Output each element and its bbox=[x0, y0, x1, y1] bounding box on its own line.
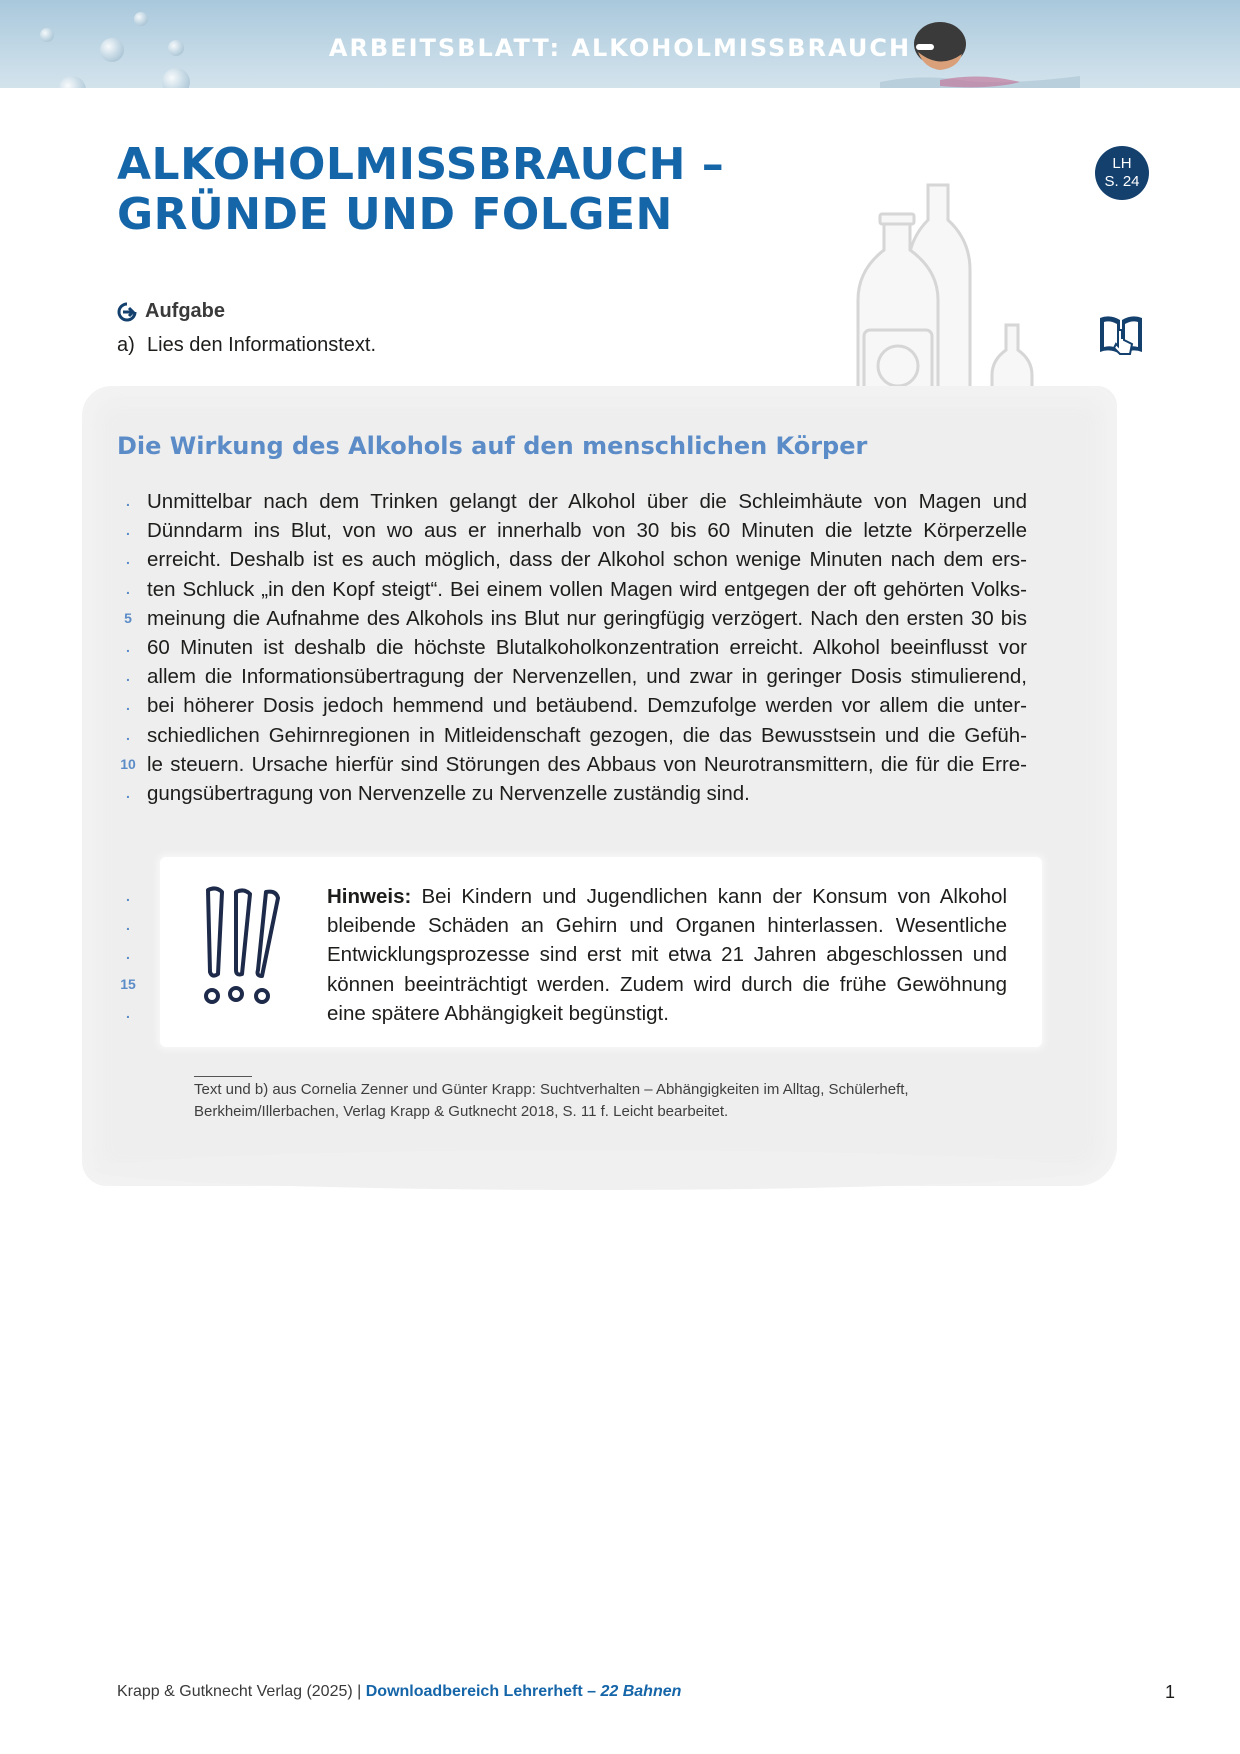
line-number-gutter bbox=[117, 487, 139, 808]
line-marker: . bbox=[126, 697, 130, 714]
text-line: Dünndarm ins Blut, von wo aus er innerhalb von 30 bis 60 Minuten die letzte Körperzelle bbox=[147, 519, 1027, 543]
footer-link-text: Downloadbereich Lehrerheft – bbox=[365, 1683, 601, 1700]
note-label: Hinweis: bbox=[327, 885, 412, 908]
line-marker: . bbox=[126, 493, 130, 509]
bubble-decoration bbox=[58, 76, 86, 88]
task-item-a-label: a) bbox=[117, 334, 135, 356]
task-heading bbox=[117, 300, 225, 323]
line-marker: 5 bbox=[124, 609, 132, 626]
line-marker: . bbox=[126, 726, 130, 743]
section-title: Die Wirkung des Alkohols auf den menschlichen Körper bbox=[117, 432, 868, 460]
task-item-a bbox=[117, 334, 376, 357]
interactive-book-icon[interactable] bbox=[1096, 310, 1146, 360]
footnote bbox=[194, 1079, 954, 1123]
line-marker: . bbox=[126, 580, 130, 597]
footnote-line-1: Text und b) aus Cornelia Zenner und Günter Krapp: Suchtverhalten – Abhängigkeiten im Alltag, Schülerheft, bbox=[194, 1081, 909, 1098]
line-marker: 10 bbox=[120, 755, 136, 772]
text-line: meinung die Aufnahme des Alkohols ins Blut nur geringfügig verzögert. Nach den ersten 30 bis bbox=[147, 606, 1027, 630]
exclamation-marks-icon bbox=[200, 882, 296, 1010]
title-line-1: ALKOHOLMISSBRAUCH – bbox=[117, 139, 725, 190]
arrow-circle-icon bbox=[117, 302, 137, 322]
line-marker: . bbox=[126, 1004, 130, 1021]
text-line: ten Schluck „in den Kopf steigt“. Bei einem vollen Magen wird entgegen der oft gehörten Volks- bbox=[147, 577, 1027, 601]
bubble-decoration bbox=[162, 68, 190, 88]
line-marker: . bbox=[126, 946, 130, 963]
footer-link-italic: 22 Bahnen bbox=[600, 1683, 682, 1700]
line-marker: . bbox=[126, 522, 130, 539]
info-text bbox=[147, 487, 1027, 808]
line-marker: 15 bbox=[120, 975, 136, 992]
page-number: 1 bbox=[1164, 1682, 1175, 1702]
text-line: 60 Minuten ist deshalb die höchste Blutalkoholkonzentration erreicht. Alkohol beeinflusst vor bbox=[147, 636, 1027, 660]
footer-publisher: Krapp & Gutknecht Verlag (2025) | bbox=[117, 1683, 366, 1700]
header-banner bbox=[0, 0, 1240, 88]
title-line-2: GRÜNDE UND FOLGEN bbox=[117, 189, 673, 240]
line-number-gutter bbox=[117, 882, 139, 1028]
task-item-a-text: Lies den Informationstext. bbox=[147, 334, 377, 356]
note-line: können beeinträchtigt werden. Zudem wird durch die frühe Gewöhnung bbox=[327, 972, 1007, 996]
page-title bbox=[117, 140, 724, 240]
text-line: schiedlichen Gehirnregionen in Mitleidenschaft gezogen, die das Bewusstsein und die Gefüh- bbox=[147, 723, 1027, 747]
banner-title: ARBEITSBLATT: ALKOHOLMISSBRAUCH bbox=[328, 34, 912, 62]
note-first-line: Bei Kindern und Jugendlichen kann der Konsum von Alkohol bbox=[411, 885, 1007, 908]
teacher-reference-badge bbox=[1095, 146, 1149, 200]
line-marker: . bbox=[126, 551, 130, 568]
text-line: le steuern. Ursache hierfür sind Störungen des Abbaus von Neurotransmittern, die für die Erre- bbox=[147, 752, 1027, 776]
task-heading-text: Aufgabe bbox=[145, 300, 225, 322]
note-line: eine spätere Abhängigkeit begünstigt. bbox=[327, 1001, 669, 1025]
line-marker: . bbox=[126, 888, 130, 904]
line-marker: . bbox=[126, 638, 130, 655]
paper-edge-decoration bbox=[95, 1150, 1085, 1190]
line-marker: . bbox=[126, 784, 130, 801]
note-line bbox=[327, 882, 1007, 911]
text-line: bei höherer Dosis jedoch hemmend und betäubend. Demzufolge werden vor allem die unter- bbox=[147, 694, 1027, 718]
note-text bbox=[327, 882, 1007, 1028]
text-line: Unmittelbar nach dem Trinken gelangt der Alkohol über die Schleimhäute von Magen und bbox=[147, 490, 1027, 513]
footnote-line-2: Berkheim/Illerbachen, Verlag Krapp & Gutknecht 2018, S. 11 f. Leicht bearbeitet. bbox=[194, 1103, 729, 1120]
badge-line-1: LH bbox=[1112, 155, 1132, 172]
footnote-rule bbox=[194, 1076, 252, 1077]
text-line: erreicht. Deshalb ist es auch möglich, dass der Alkohol schon wenige Minuten nach dem ers- bbox=[147, 548, 1027, 572]
text-line: allem die Informationsübertragung der Nervenzellen, und zwar in geringer Dosis stimulierend, bbox=[147, 665, 1027, 689]
line-marker: . bbox=[126, 917, 130, 934]
note-line: bleibende Schäden an Gehirn und Organen hinterlassen. Wesentliche bbox=[327, 914, 1007, 938]
badge-line-2: S. 24 bbox=[1104, 173, 1140, 190]
text-line: gungsübertragung von Nervenzelle zu Nervenzelle zuständig sind. bbox=[147, 782, 750, 806]
bubble-decoration bbox=[134, 12, 148, 26]
note-line: Entwicklungsprozesse sind erst mit etwa 21 Jahren abgeschlossen und bbox=[327, 943, 1007, 967]
footer-download-link[interactable] bbox=[366, 1683, 682, 1700]
line-marker: . bbox=[126, 668, 130, 685]
page-footer bbox=[117, 1683, 681, 1701]
